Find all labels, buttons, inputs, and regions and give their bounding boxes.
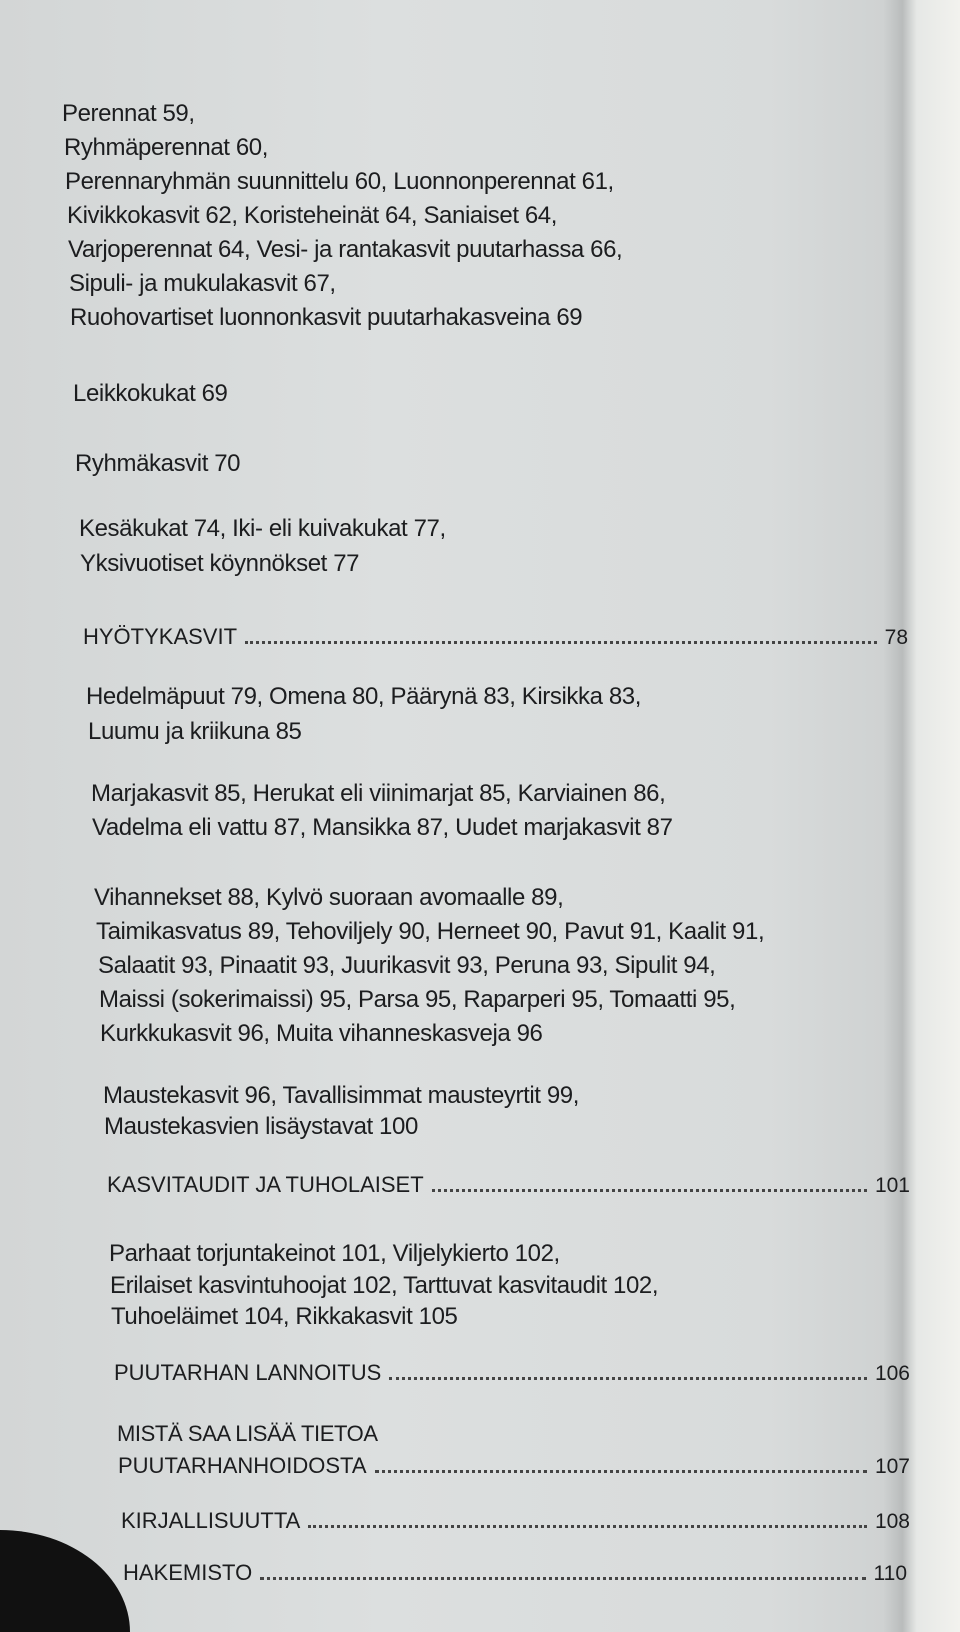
toc-entry: Perennaryhmän suunnittelu 60, Luonnonperennat 61, — [65, 168, 614, 195]
page-number: 106 — [874, 1362, 910, 1385]
toc-entry: Leikkokukat 69 — [73, 380, 228, 407]
heading-title: PUUTARHAN LANNOITUS — [114, 1360, 382, 1385]
toc-entry: Ruohovartiset luonnonkasvit puutarhakasveina 69 — [70, 304, 583, 331]
toc-heading-kirjallisuutta[interactable] — [121, 1508, 910, 1534]
dot-leader — [432, 1189, 867, 1192]
toc-entry: Vadelma eli vattu 87, Mansikka 87, Uudet marjakasvit 87 — [92, 814, 673, 841]
toc-heading-lisaa-tietoa[interactable] — [118, 1453, 910, 1479]
toc-entry: Kivikkokasvit 62, Koristeheinät 64, Saniaiset 64, — [67, 202, 558, 229]
page-number: 107 — [874, 1455, 910, 1478]
toc-heading-lannoitus[interactable] — [114, 1360, 910, 1386]
toc-entry: Maustekasvien lisäystavat 100 — [104, 1113, 418, 1140]
dot-leader — [245, 641, 877, 644]
toc-entry: Erilaiset kasvintuhoojat 102, Tarttuvat kasvitaudit 102, — [110, 1272, 659, 1299]
toc-entry: Ryhmäkasvit 70 — [75, 450, 241, 477]
heading-title: HAKEMISTO — [123, 1560, 253, 1585]
page-number: 108 — [874, 1510, 910, 1533]
dot-leader — [375, 1470, 867, 1473]
toc-entry: Sipuli- ja mukulakasvit 67, — [69, 270, 336, 297]
toc-entry: Taimikasvatus 89, Tehoviljely 90, Herneet 90, Pavut 91, Kaalit 91, — [96, 918, 765, 945]
camera-lens-shadow — [0, 1530, 130, 1632]
toc-heading-hakemisto[interactable] — [123, 1560, 907, 1586]
toc-entry: Vihannekset 88, Kylvö suoraan avomaalle 89, — [94, 884, 564, 911]
toc-entry: Ryhmäperennat 60, — [64, 134, 268, 161]
toc-entry: Hedelmäpuut 79, Omena 80, Päärynä 83, Kirsikka 83, — [86, 683, 641, 710]
toc-heading-kasvitaudit[interactable] — [107, 1172, 910, 1198]
toc-entry: Salaatit 93, Pinaatit 93, Juurikasvit 93, Peruna 93, Sipulit 94, — [98, 952, 716, 979]
toc-entry: Varjoperennat 64, Vesi- ja rantakasvit puutarhassa 66, — [68, 236, 623, 263]
page-number: 110 — [873, 1562, 907, 1585]
heading-title: PUUTARHANHOIDOSTA — [118, 1453, 367, 1478]
toc-heading-hyotykasvit[interactable] — [83, 624, 908, 650]
dot-leader — [308, 1525, 867, 1528]
toc-entry: Maustekasvit 96, Tavallisimmat mausteyrtit 99, — [103, 1082, 580, 1109]
toc-entry: Kurkkukasvit 96, Muita vihanneskasveja 96 — [100, 1020, 543, 1047]
page-number: 101 — [874, 1174, 910, 1197]
page-number: 78 — [884, 626, 908, 649]
toc-entry: Parhaat torjuntakeinot 101, Viljelykierto 102, — [109, 1240, 560, 1267]
toc-entry: Kesäkukat 74, Iki- eli kuivakukat 77, — [79, 515, 446, 542]
heading-title: HYÖTYKASVIT — [83, 624, 238, 649]
toc-entry: Tuhoeläimet 104, Rikkakasvit 105 — [111, 1303, 458, 1330]
dot-leader — [260, 1577, 865, 1580]
toc-entry: Yksivuotiset köynnökset 77 — [80, 550, 360, 577]
toc-entry: Marjakasvit 85, Herukat eli viinimarjat 85, Karviainen 86, — [91, 780, 666, 807]
toc-entry: Luumu ja kriikuna 85 — [88, 718, 302, 745]
toc-entry: Maissi (sokerimaissi) 95, Parsa 95, Raparperi 95, Tomaatti 95, — [99, 986, 736, 1013]
toc-entry: Perennat 59, — [62, 100, 195, 127]
toc-heading-line: MISTÄ SAA LISÄÄ TIETOA — [117, 1421, 378, 1446]
heading-title: KIRJALLISUUTTA — [121, 1508, 301, 1533]
dot-leader — [389, 1377, 867, 1380]
heading-title: KASVITAUDIT JA TUHOLAISET — [107, 1172, 424, 1197]
